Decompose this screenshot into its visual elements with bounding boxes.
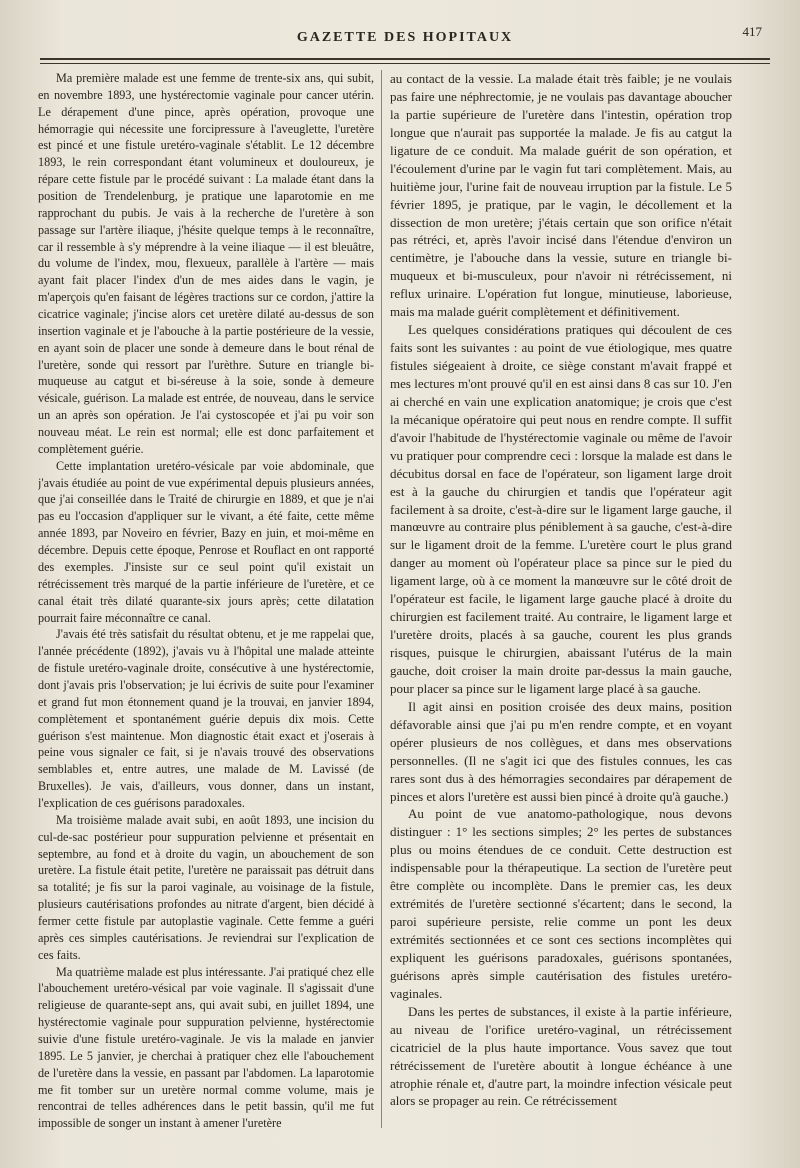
paragraph: J'avais été très satisfait du résultat obtenu, et je me rappelai que, l'année précédente (1892), j'avais vu à l'hôpital une malade atteinte de fistule uretéro-vaginale droite, consécutive à une hystérectomie, dont j'avais pris l'observation; je lui écrivis de suite pour l'examiner et grand fut mon étonnement quand je la trouvai, en janvier 1894, complètement et spontanément guérie depuis dix mois. Cette guérison s'est maintenue. Mon diagnostic était exact et j'oserais à peine vous signaler ce fait, si je n'avais trouvé des observations semblables et, entre autres, une malade de M. Lavissé (de Bruxelles). Je vais, d'ailleurs, vous donner, dans un instant, l'explication de ces guérisons paradoxales. xyxy=(38,627,374,810)
page-header xyxy=(40,24,770,52)
paragraph: Les quelques considérations pratiques qui découlent de ces faits sont les suivantes : au point de vue étiologique, mes quatre fistules siégeaient à droite, ce siège constant m'avait frappé et mes lectures m'ont prouvé qu'il en est ainsi dans 8 cas sur 10. J'en ai cherché en vain une explication anatomique; je crois que c'est la mécanique opératoire qui peut nous en rendre compte. Il suffit d'avoir l'habitude de l'hystérectomie vaginale ou même de l'avoir vu pratiquer pour comprendre ceci : lorsque la malade est dans le décubitus dorsal en face de l'opérateur, son ligament large droit est à la gauche du chirurgien et tandis que l'opérateur agit facilement à sa droite, c'est-à-dire sur le ligament large gauche, il manœuvre au contraire plus péniblement à sa gauche, c'est-à-dire sur le ligament droit de la femme. L'uretère court le plus grand danger au moment où l'opérateur place sa pince sur le pied du ligament large, où à ce moment la manœuvre sur le côté droit de l'opérateur est facile, le ligament large gauche placé à droite du chirurgien est facilement traité. Au contraire, le ligament large et l'uretère droits, placés à sa gauche, courent les plus grands risques, puisque le chirurgien, abaissant l'utérus de la main gauche, doit croiser la main droite par-dessus la main gauche, pour placer sa pince sur le ligament large placé à sa gauche. xyxy=(390,322,732,696)
right-column xyxy=(390,70,732,1140)
column-divider xyxy=(381,70,382,1128)
left-column xyxy=(38,70,374,1140)
paragraph: Ma troisième malade avait subi, en août 1893, une incision du cul-de-sac postérieur pour suppuration pelvienne et présentait en septembre, au fond et à droite du vagin, un abouchement de son uretère. La fistule était petite, l'uretère ne paraissait pas détruit dans sa totalité; je fis sur la paroi vaginale, au voisinage de la fistule, plusieurs cautérisations profondes au nitrate d'argent, bien décidé à fermer cette fistule par autoplastie vaginale. Cette femme a guéri après ces simples cautérisations. Je reviendrai sur l'explication de ces faits. xyxy=(38,812,374,962)
paragraph: Cette implantation uretéro-vésicale par voie abdominale, que j'avais étudiée au point de vue expérimental depuis plusieurs années, que j'ai conseillée dans le Traité de chirurgie en 1889, et que je n'ai pas eu l'occasion d'appliquer sur le vivant, a été faite, cette même année 1893, par Noveiro en février, Bazy en juin, et moi-même en décembre. Depuis cette époque, Penrose et Rouflact en ont rapporté des exemples. J'insiste sur ce seul point qu'il existait un rétrécissement très marqué de la partie inférieure de l'uretère, et ce canal était très dilaté quarante-six jours après; cette dilatation pourrait faire méconnaître ce canal. xyxy=(38,458,374,625)
header-rule xyxy=(40,58,770,60)
page-number: 417 xyxy=(742,24,762,39)
paragraph: Il agit ainsi en position croisée des deux mains, position défavorable ainsi que j'ai pu m'en rendre compte, et en voyant opérer plusieurs de nos collègues, et dans mes observations personnelles. (Il ne s'agit ici que des fistules connues, les cas rares sont dus à des hémorragies secondaires par dérapement de pinces et alors l'uretère est aussi bien pincé à droite qu'à gauche.) xyxy=(390,698,732,804)
paragraph: au contact de la vessie. La malade était très faible; je ne voulais pas faire une néphrectomie, je ne voulais pas davantage aboucher la partie supérieure de l'uretère dans l'intestin, opération trop longue que n'aurait pas supportée la malade. Je fis au catgut la ligature de ce conduit. Ma malade guérit de son opération, et l'écoulement d'urine par le vagin fut tari complètement. Mais, au huitième jour, l'urine fait de nouveau irruption par la fistule. Le 5 février 1895, je pratique, par le vagin, le décollement et la dissection de mon uretère; j'étais certain que son orifice n'était pas rétréci, et, après l'avoir incisé dans l'étendue d'environ un centimètre, je l'abouche dans la vessie, suture en triangle bi-muqueux et bi-musculeux, pour n'avoir ni rétrécissement, ni reflux urinaire. L'opération fut longue, minutieuse, laborieuse, mais ma malade guérit complètement et définitivement. xyxy=(390,71,732,320)
paragraph: Ma première malade est une femme de trente-six ans, qui subit, en novembre 1893, une hystérectomie vaginale pour cancer utérin. Le dérapement d'une pince, après opération, provoque une hémorragie qui nécessite une forcipressure à l'aveuglette, l'uretère est pincé et une fistule uretéro-vaginale s'établit. Le 12 décembre 1893, le rein correspondant étant volumineux et douloureux, je répare cette fistule par le procédé suivant : La malade étant dans la position de Trendelenburg, je pratique une laparotomie en me rapprochant du pubis. Je vais à la recherche de l'uretère à son passage sur l'artère iliaque, j'hésite quelque temps à le reconnaître, car il ressemble à s'y méprendre à la veine iliaque — il est bleuâtre, du volume de l'index, mou, flexueux, parallèle à l'artère — mais ayant fait placer l'index d'un de mes aides dans le vagin, je m'aperçois qu'en faisant de légères tractions sur ce cordon, j'attire la cicatrice vaginale; j'incise alors cet uretère dilaté au-dessus de son insertion vaginale et je l'abouche à la partie postérieure de la vessie, en ayant soin de placer une sonde à demeure dans le bout rénal de l'uretère, sonde qui ressort par l'urèthre. Suture en triangle bi-muqueuse au catgut et bi-séreuse à la soie, sonde à demeure vésicale, guérison. La malade est entrée, de nouveau, dans le service un an après son opération. Je l'ai cystoscopée et j'ai pu voir son nouveau méat. Le rein est normal; elle est donc parfaitement et complètement guérie. xyxy=(38,71,374,456)
journal-title: GAZETTE DES HOPITAUX xyxy=(296,30,514,45)
header-rule-thin xyxy=(40,63,770,64)
paragraph: Au point de vue anatomo-pathologique, nous devons distinguer : 1° les sections simples; 2° les pertes de substances plus ou moins étendues de ce conduit. Cette destruction est indispensable pour la thérapeutique. La section de l'uretère peut être complète ou incomplète. Dans le premier cas, les deux extrémités de l'uretère sectionné s'écartent; dans le second, la paroi supérieure persiste, relie comme un pont les deux extrémités sectionnées et ce sont ces sections incomplètes qui expliquent les guérisons paradoxales, guérisons spontanées, guérisons après simple cautérisation des fistules uretéro-vaginales. xyxy=(390,806,732,1001)
paragraph: Dans les pertes de substances, il existe à la partie inférieure, au niveau de l'orifice uretéro-vaginal, un rétrécissement cicatriciel de la plus haute importance. Vous savez que tout rétrécissement de l'uretère aboutit à longue échéance à une atrophie rénale et, d'autre part, la moindre infection vésicale peut alors se propager au rein. Ce rétrécissement xyxy=(390,1003,732,1109)
paragraph: Ma quatrième malade est plus intéressante. J'ai pratiqué chez elle l'abouchement uretéro-vésical par voie vaginale. Il s'agissait d'une religieuse de quarante-sept ans, qui avait subi, en juillet 1894, une hystérectomie vaginale pour suppuration pelvienne, hystérectomie suivie d'une fistule uretéro-vaginale. Je vis la malade en janvier 1895. Le 5 janvier, je cherchai à pratiquer chez elle l'abouchement de l'uretère dans la vessie, en passant par l'abdomen. La laparotomie me fit tomber sur un uretère normal comme volume, mais je rencontrai de telles adhérences dans le petit bassin, qu'il me fut impossible de songer un instant à amener l'uretère xyxy=(38,964,374,1131)
